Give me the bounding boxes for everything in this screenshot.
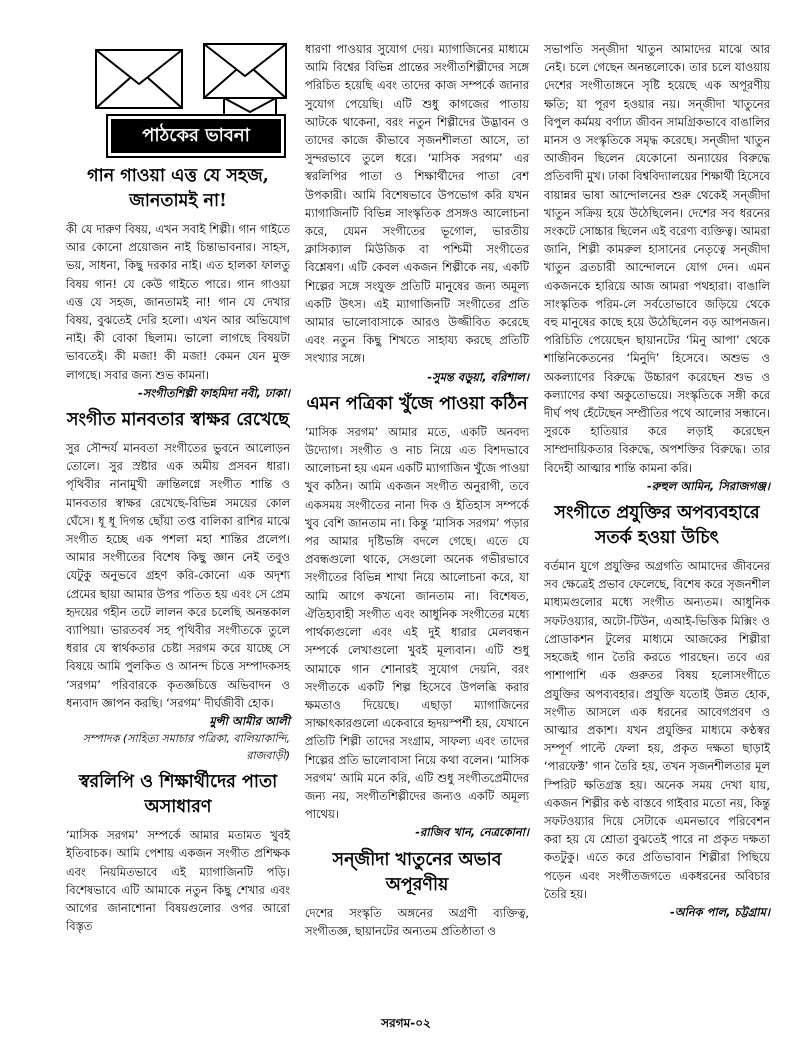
- article-body: কী যে দারুণ বিষয়, এখন সবাই শিল্পী। গান গাইতে আর কোনো প্রয়োজন নাই চিন্তাভাবনার। সাহস, ভয়, সাধনা, কিছু দরকার নাই। এত হালকা ফালতু বিষয় গান! যে কেউ গাইতে পারে। গান গাওয়া এত্ত যে সহজ, জানতামই না! গান যে দেখার বিষয়, বুঝতেই দেরি হলো। এখন আর অভিযোগ নাই। কী বোকা ছিলাম। ভালো লাগছে বিষয়টা ভাবতেই। কী মজা! কী মজা! কেমন যেন মুক্ত লাগছে। সবার জন্য শুভ কামনা।: [66, 222, 290, 382]
- article-body: দেশের সংস্কৃতি অঙ্গনের অগ্রণী ব্যক্তিত্ব, সংগীতজ্ঞ, ছায়ানটের অন্যতম প্রতিষ্ঠাতা ও: [305, 905, 529, 938]
- article-body: ‘মাসিক সরগম’ আমার মতে, একটি অনবদ্য উদ্যোগ। সংগীত ও নাচ নিয়ে এত বিশদভাবে আলোচনা হয় এমন একটি ম্যাগাজিন খুঁজে পাওয়া খুব কঠিন। আমি একজন সংগীত অনুরাগী, তবে একসময় সংগীতের নানা দিক ও ইতিহাস সম্পর্কে খুব বেশি জানতাম না। কিন্তু ‘মাসিক সরগম’ পড়ার পর আমার দৃষ্টিভঙ্গি বদলে গেছে। এতে যে প্রবন্ধগুলো থাকে, সেগুলো অনেক গভীরভাবে সংগীতের বিভিন্ন শাখা নিয়ে আলোচনা করে, যা আমি আগে কখনো জানতাম না। বিশেষত, ঐতিহ্যবাহী সংগীত এবং আধুনিক সংগীতের মধ্যে পার্থক্যগুলো এবং এই দুই ধারার মেলবন্ধন সম্পর্কে লেখাগুলো খুবই মূল্যবান। এটি শুধু আমাকে গান শোনারই সুযোগ দেয়নি, বরং সংগীতকে একটি শিল্প হিসেবে উপলব্ধি করার ক্ষমতাও দিয়েছে। এছাড়া ম্যাগাজিনের সাক্ষাৎকারগুলো একেবারে হৃদয়স্পর্শী হয়, যেখানে প্রতিটি শিল্পী তাদের সংগ্রাম, সাফল্য এবং তাদের শিল্পের প্রতি ভালোবাসা নিয়ে কথা বলেন। ‘মাসিক সরগম’ আমি মনে করি, এটি শুধু সংগীতপ্রেমীদের জন্য নয়, সংগীতশিল্পীদের জন্যও একটি অমূল্য পাথেয়।: [305, 424, 529, 822]
- article-body: ‘মাসিক সরগম’ সম্পর্কে আমার মতামত খুবই ইতিবাচক। আমি পেশায় একজন সংগীত প্রশিক্ষক এবং নিয়মিতভাবে এই ম্যাগাজিনটি পড়ি। বিশেষভাবে এটি আমাকে নতুন কিছু শেখার এবং আগের জানাশোনা বিষয়গুলোর ওপর আরো বিস্তৃত: [66, 828, 290, 934]
- article-title: গান গাওয়া এত্ত যে সহজ, জানতামই না!: [87, 166, 269, 211]
- article-body: সভাপতি সন্‌জীদা খাতুন আমাদের মাঝে আর নেই। চলে গেছেন অনন্তলোকে। তার চলে যাওয়ায় দেশের সংগীতাঙ্গনে সৃষ্টি হয়েছে এক অপূরণীয় ক্ষতি; যা পূরণ হওয়ার নয়। সন্‌জীদা খাতুনের বিপুল কর্মময় বর্ণাঢ্য জীবন সামগ্রিকভাবে বাঙালির মানস ও সংস্কৃতিকে সমৃদ্ধ করেছে। সন্‌জীদা খাতুন আজীবন ছিলেন যেকোনো অন্যায়ের বিরুদ্ধে প্রতিবাদী মুখ। ঢাকা বিশ্ববিদ্যালয়ের শিক্ষার্থী হিসেবে বায়ান্নর ভাষা আন্দোলনের শুরু থেকেই সন্‌জীদা খাতুন সক্রিয় হয়ে উঠেছিলেন। দেশের সব ধরনের সংকটে সোচ্চার ছিলেন এই বরেণ্য ব্যক্তিত্ব। আমরা জানি, শিল্পী কামরুল হাসানের নেতৃত্বে সন্‌জীদা খাতুন ব্রতচারী আন্দোলনে যোগ দেন। এমন একজনকে হারিয়ে আজ আমরা পথহারা। বাঙালি সাংস্কৃতিক পরিম-লে সর্বতোভাবে জড়িয়ে থেকে বহু মানুষের কাছে হয়ে উঠেছিলেন বড় আপনজন। পরিচিতি পেয়েছেন ছায়ানটের ‘মিনু আপা’ থেকে শান্তিনিকেতনের ‘মিনুদি’ হিসেবে। অশুভ ও অকল্যাণের বিরুদ্ধে উচ্চারণ করেছেন শুভ ও কল্যাণের কথা অকুতোভয়ে। সংস্কৃতিকে সঙ্গী করে দীর্ঘ পথ হেঁটেছেন সম্প্রীতির পথে আলোর সন্ধানে। সুরকে হাতিয়ার করে লড়াই করেছেন সাম্প্রদায়িকতার বিরুদ্ধে, অপশক্তির বিরুদ্ধে। তার বিদেহী আত্মার শান্তি কামনা করি।: [544, 42, 770, 475]
- article-signature: -সংগীতশিল্পী ফাহমিদা নবী, ঢাকা।: [137, 385, 290, 400]
- article-signature: -রুহুল আমিন, সিরাজগঞ্জ।: [647, 478, 770, 493]
- article-title: সংগীতে প্রযুক্তির অপব্যবহারে সতর্ক হওয়া উচিৎ: [554, 503, 760, 549]
- page-number: সরগম-০২: [381, 1016, 431, 1030]
- readers-corner-banner: [66, 40, 290, 156]
- column-2: [305, 40, 529, 940]
- envelopes-illustration: [94, 40, 290, 120]
- column-1: [66, 40, 290, 936]
- article-body: ধারণা পাওয়ার সুযোগ দেয়। ম্যাগাজিনের মাধ্যমে আমি বিশ্বের বিভিন্ন প্রান্তের সংগীতশিল্পীদের সঙ্গে পরিচিত হয়েছি এবং তাদের কাজ সম্পর্কে জানার সুযোগ পেয়েছি। এটি শুধু কাগজের পাতায় আটকে থাকেনা, বরং নতুন শিল্পীদের উদ্ভাবন ও তাদের কাজে কীভাবে সৃজনশীলতা আসে, তা সুন্দরভাবে তুলে ধরে। ‘মাসিক সরগম’ এর স্বরলিপির পাতা ও শিক্ষার্থীদের পাতা বেশ উপকারী। আমি বিশেষভাবে উপভোগ করি যখন ম্যাগাজিনটি বিভিন্ন সাংস্কৃতিক প্রসঙ্গও আলোচনা করে, যেমন সংগীতের ভূগোল, ভারতীয় ক্লাসিক্যাল মিউজিক বা পশ্চিমী সংগীতের বিশ্লেষণ। এটি কেবল একজন শিল্পীকে নয়, একটি শিল্পের সঙ্গে সংযুক্ত প্রতিটি মানুষের জন্য অমূল্য একটি উৎস। এই ম্যাগাজিনটি সংগীতের প্রতি আমার ভালোবাসাকে আরও উজ্জীবিত করেছে এবং নতুন কিছু শিখতে সাহায্য করছে প্রতিটি সংখ্যার সঙ্গে।: [305, 42, 529, 366]
- article-signature: -অনিক পাল, চট্টগ্রাম।: [670, 904, 770, 919]
- article-signature-detail: সম্পাদক (সাহিত্য সমাচার পত্রিকা, বালিয়াকান্দি, রাজবাড়ী): [82, 732, 290, 763]
- article-body: সুর সৌন্দর্য মানবতা সংগীতের ভুবনে আলোড়ন তোলে। সুর স্রষ্টার এক অমীয় প্রসবন ধারা। পৃথিবীর নানামুখী ক্রান্তিলগ্নে সংগীত শান্তি ও মানবতার স্বাক্ষর রেখেছে-বিভিন্ন সময়ের কোল ঘেঁসে। ধূ ধূ দিগন্ত ছোঁয়া তপ্ত বালিকা রাশির মাঝে সংগীত হচ্ছে এক পশলা মহা শান্তির প্রলেপ। আমার সংগীতের বিশেষ কিছু জ্ঞান নেই তবুও যেটুকু অনুভবে গ্রহণ করি-কোনো এক অদৃশ্য প্রেমের ছায়া আমার উপর পতিত হয় এবং সে প্রেম হৃদয়ের গহীন তটে লালন করে চলেছি অনন্তকাল ব্যাপিয়া। ভারতবর্ষ সহ পৃথিবীর সংগীতকে তুলে ধরার যে স্বার্থকতার চেষ্টা সরগম করে যাচ্ছে সে বিষয়ে আমি পুলকিত ও আনন্দ চিত্তে সম্পাদকসহ ‘সরগম’ পরিবারকে কৃতজ্ঞচিত্তে অভিবাদন ও ধন্যবাদ জ্ঞাপন করছি। ‘সরগম’ দীর্ঘজীবী হোক।: [66, 441, 290, 710]
- article-signature: মুন্সী আমীর আলী: [209, 714, 290, 729]
- banner-label: পাঠকের ভাবনা: [108, 116, 284, 156]
- article-title: এমন পত্রিকা খুঁজে পাওয়া কঠিন: [306, 393, 528, 414]
- article-body: বর্তমান যুগে প্রযুক্তির অগ্রগতি আমাদের জীবনের সব ক্ষেত্রেই প্রভাব ফেলেছে, বিশেষ করে সৃজনশীল মাধ্যমগুলোর মধ্যে সংগীত অন্যতম। আধুনিক সফটওয়্যার, অটো-টিউন, এআই-ভিত্তিক মিক্সিং ও প্রোডাকশন টুলের মাধ্যমে আজকের শিল্পীরা সহজেই গান তৈরি করতে পারছেন। তবে এর পাশাপাশি এক গুরুতর বিষয় হলোসংগীতে প্রযুক্তির অপব্যবহার। প্রযুক্তি যতোই উন্নত হোক, সংগীত আসলে এক ধরনের আবেগপ্রবণ ও আত্মার প্রকাশ। যখন প্রযুক্তির মাধ্যমে কণ্ঠস্বর সম্পূর্ণ পাল্টে ফেলা হয়, প্রকৃত দক্ষতা ছাড়াই ‘পারফেক্ট’ গান তৈরি হয়, তখন সৃজনশীলতার মূল স্পিরিট ক্ষতিগ্রস্ত হয়। অনেক সময় দেখা যায়, একজন শিল্পীর কণ্ঠ বাস্তবে গাইবার মতো নয়, কিন্তু সফটওয়্যার দিয়ে সেটাকে এমনভাবে পরিবেশন করা হয় যে শ্রোতা বুঝতেই পারে না প্রকৃত দক্ষতা কতটুকু। এতে করে প্রতিভাবান শিল্পীরা পিছিয়ে পড়েন এবং সংগীতজগতে একধরনের অবিচার তৈরি হয়।: [544, 559, 770, 901]
- article-signature: -সুমন্ত বড়ুয়া, বরিশাল।: [427, 369, 529, 384]
- article-signature: -রাজিব খান, নেত্রকোনা।: [415, 825, 529, 840]
- article-title: সংগীত মানবতার স্বাক্ষর রেখেছে: [66, 410, 290, 431]
- article-title: স্বরলিপি ও শিক্ষার্থীদের পাতা অসাধারণ: [78, 772, 278, 818]
- article-title: সন্‌জীদা খাতুনের অভাব অপূরণীয়: [332, 849, 502, 895]
- column-3: [544, 40, 770, 921]
